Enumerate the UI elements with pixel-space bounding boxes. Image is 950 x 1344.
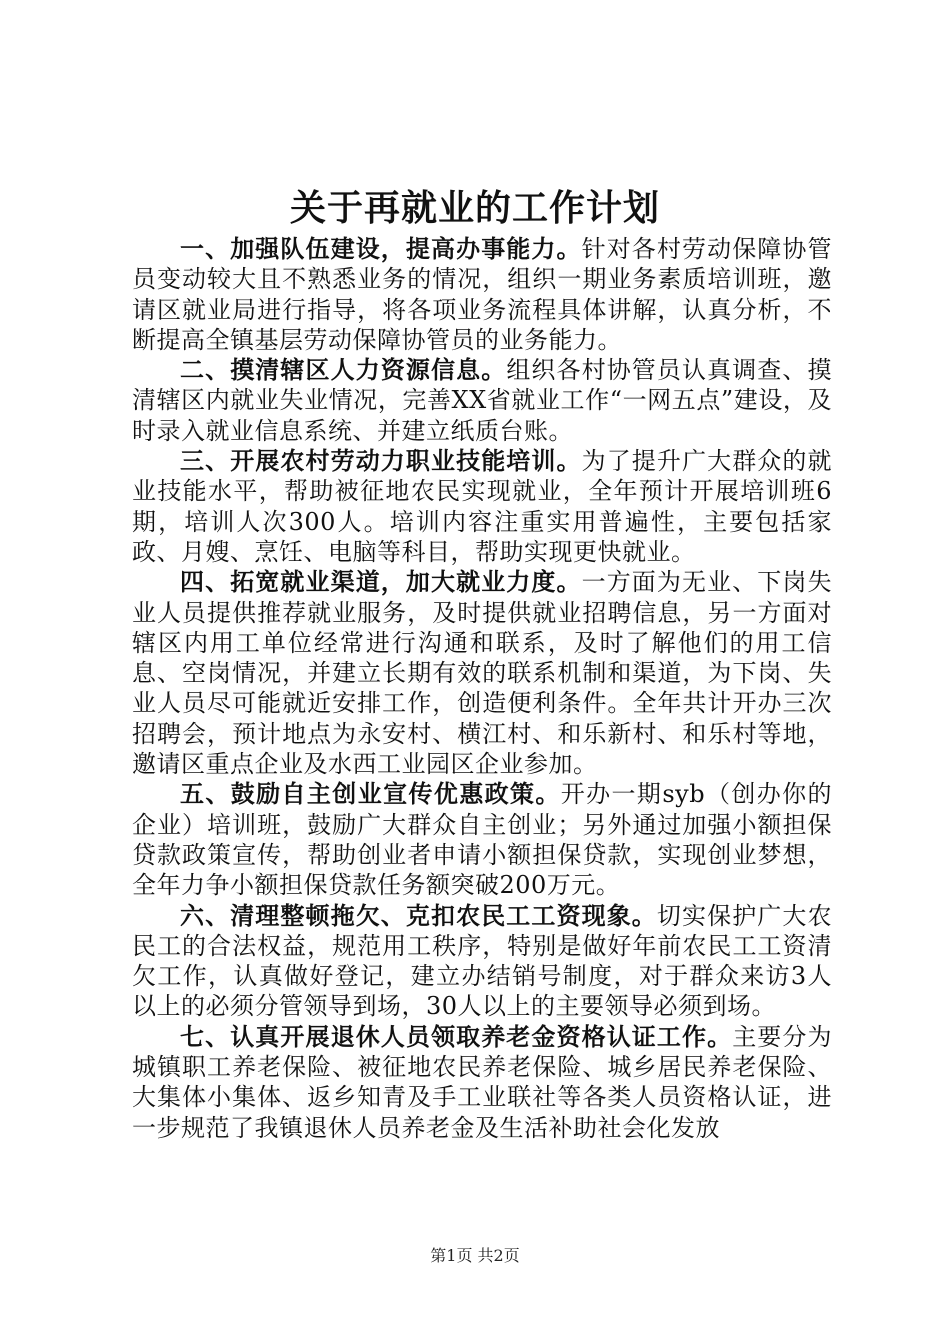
paragraph-4 <box>132 567 832 779</box>
document-body <box>132 234 832 1143</box>
paragraph-text: 为了提升广大群众的就业技能水平，帮助被征地农民实现就业，全年预计开展培训班6期，培训人次300人。培训内容注重实用普遍性，主要包括家政、月嫂、烹饪、电脑等科目，帮助实现更快就业。 <box>132 447 833 566</box>
paragraph-6 <box>132 901 832 1022</box>
paragraph-1 <box>132 234 832 355</box>
document-title: 关于再就业的工作计划 <box>289 187 660 229</box>
paragraph-heading: 二、摸清辖区人力资源信息。 <box>180 355 507 385</box>
paragraph-text: 主要分为城镇职工养老保险、被征地农民养老保险、城乡居民养老保险、大集体小集体、返乡知青及手工业联社等各类人员资格认证，进一步规范了我镇退休人员养老金及生活补助社会化发放 <box>132 1022 833 1142</box>
paragraph-heading: 六、清理整顿拖欠、克扣农民工工资现象。 <box>180 900 657 930</box>
paragraph-text: 一方面为无业、下岗失业人员提供推荐就业服务，及时提供就业招聘信息，另一方面对辖区内用工单位经常进行沟通和联系，及时了解他们的用工信息、空岗情况，并建立长期有效的联系机制和渠道，为下岗、失业人员尽可能就近安排工作，创造便利条件。全年共计开办三次招聘会，预计地点为永安村、横江村、和乐新村、和乐村等地，邀请区重点企业及水西工业园区企业参加。 <box>132 568 833 779</box>
paragraph-heading: 五、鼓励自主创业宣传优惠政策。 <box>180 779 561 809</box>
paragraph-text: 组织各村协管员认真调查、摸清辖区内就业失业情况，完善XX省就业工作“一网五点”建设，及时录入就业信息系统、并建立纸质台账。 <box>132 356 833 445</box>
paragraph-heading: 一、加强队伍建设，提高办事能力。 <box>180 234 582 263</box>
paragraph-text: 开办一期syb（创办你的企业）培训班，鼓励广大群众自主创业；另外通过加强小额担保贷款政策宣传，帮助创业者申请小额担保贷款，实现创业梦想，全年力争小额担保贷款任务额突破200万元。 <box>132 780 832 900</box>
paragraph-2 <box>132 355 832 446</box>
paragraph-heading: 七、认真开展退休人员领取养老金资格认证工作。 <box>180 1021 733 1051</box>
paragraph-text: 切实保护广大农民工的合法权益，规范用工秩序，特别是做好年前农民工工资清欠工作，认真做好登记，建立办结销号制度，对于群众来访3人以上的必须分管领导到场，30人以上的主要领导必须到场。 <box>132 901 833 1021</box>
paragraph-3 <box>132 446 832 567</box>
paragraph-heading: 四、拓宽就业渠道，加大就业力度。 <box>180 567 582 597</box>
paragraph-heading: 三、开展农村劳动力职业技能培训。 <box>180 446 582 476</box>
paragraph-5 <box>132 779 832 900</box>
page-footer <box>0 1246 950 1266</box>
paragraph-7 <box>132 1022 832 1143</box>
paragraph-text: 针对各村劳动保障协管员变动较大且不熟悉业务的情况，组织一期业务素质培训班，邀请区就业局进行指导，将各项业务流程具体讲解，认真分析，不断提高全镇基层劳动保障协管员的业务能力。 <box>132 235 833 354</box>
page-number-label: 第1页 共2页 <box>430 1246 520 1265</box>
